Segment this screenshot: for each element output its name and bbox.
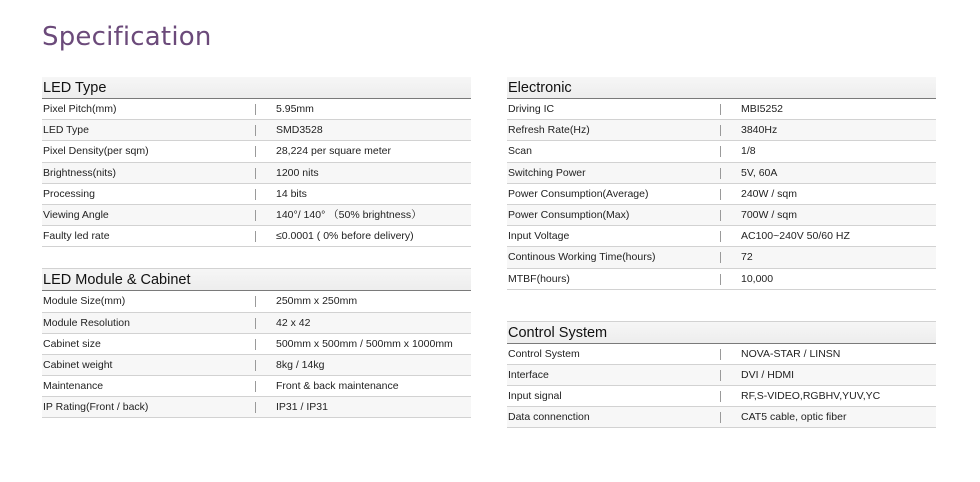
spec-row xyxy=(42,397,471,418)
spec-label: Pixel Density(per sqm) xyxy=(43,145,149,158)
spec-value: 42 x 42 xyxy=(276,316,311,329)
spec-row xyxy=(42,334,471,355)
spec-label: Switching Power xyxy=(508,166,586,179)
column-divider xyxy=(720,349,721,360)
spec-label: Refresh Rate(Hz) xyxy=(508,124,590,137)
column-divider xyxy=(720,252,721,263)
spec-section-led-type xyxy=(42,77,471,247)
spec-value: 500mm x 500mm / 500mm x 1000mm xyxy=(276,337,453,350)
spec-value: 10,000 xyxy=(741,272,774,285)
spec-row xyxy=(507,247,936,268)
column-divider xyxy=(720,168,721,179)
spec-row xyxy=(507,205,936,226)
spec-row xyxy=(42,184,471,205)
section-spacer xyxy=(42,247,471,269)
spec-label: Pixel Pitch(mm) xyxy=(43,103,117,115)
spec-label: Power Consumption(Max) xyxy=(508,208,630,221)
spec-value: 14 bits xyxy=(276,187,307,200)
column-divider xyxy=(255,146,256,157)
spec-row xyxy=(507,120,936,141)
column-divider xyxy=(255,104,256,115)
column-divider xyxy=(720,412,721,423)
column-divider xyxy=(720,125,721,136)
right-spec-column xyxy=(507,77,936,428)
column-divider xyxy=(255,360,256,371)
spec-rows xyxy=(42,291,471,418)
spec-section-led-module-cabinet xyxy=(42,269,471,418)
spec-label: Interface xyxy=(508,368,549,381)
spec-value: 72 xyxy=(741,251,753,264)
spec-label: Scan xyxy=(508,145,532,158)
column-divider xyxy=(720,391,721,402)
spec-label: Cabinet size xyxy=(43,337,101,350)
spec-value: 8kg / 14kg xyxy=(276,358,325,371)
spec-label: Maintenance xyxy=(43,380,104,393)
spec-value: MBI5252 xyxy=(741,103,784,115)
column-divider xyxy=(255,402,256,413)
spec-value: 700W / sqm xyxy=(741,208,798,221)
spec-value: 240W / sqm xyxy=(741,187,798,200)
spec-row xyxy=(42,163,471,184)
spec-label: Faulty led rate xyxy=(43,230,110,243)
spec-label: Data connenction xyxy=(508,411,590,424)
page-title: Specification xyxy=(42,22,212,52)
spec-label: Viewing Angle xyxy=(43,208,109,221)
spec-label: LED Type xyxy=(43,124,89,137)
column-divider xyxy=(255,339,256,350)
column-divider xyxy=(720,274,721,285)
spec-value: 28,224 per square meter xyxy=(276,145,391,158)
spec-label: Input signal xyxy=(508,390,562,403)
section-heading: LED Type xyxy=(42,77,471,99)
spec-row xyxy=(507,226,936,247)
spec-row xyxy=(507,99,936,120)
column-divider xyxy=(255,231,256,242)
section-heading: Control System xyxy=(507,322,936,344)
spec-label: Module Resolution xyxy=(43,316,130,329)
spec-value: 3840Hz xyxy=(741,124,778,137)
spec-section-electronic xyxy=(507,77,936,290)
spec-row xyxy=(507,184,936,205)
section-spacer xyxy=(507,290,936,322)
spec-value: 5V, 60A xyxy=(741,166,778,179)
column-divider xyxy=(720,370,721,381)
column-divider xyxy=(255,168,256,179)
spec-value: RF,S-VIDEO,RGBHV,YUV,YC xyxy=(741,390,881,403)
spec-value: SMD3528 xyxy=(276,124,323,137)
spec-row xyxy=(42,120,471,141)
spec-label: Cabinet weight xyxy=(43,358,113,371)
spec-row xyxy=(507,269,936,290)
spec-row xyxy=(507,407,936,428)
left-spec-column xyxy=(42,77,471,418)
section-heading: LED Module & Cabinet xyxy=(42,269,471,291)
spec-value: 5.95mm xyxy=(276,103,314,115)
column-divider xyxy=(255,189,256,200)
column-divider xyxy=(720,146,721,157)
spec-row xyxy=(507,163,936,184)
spec-label: Driving IC xyxy=(508,103,555,115)
spec-value: 1200 nits xyxy=(276,166,319,179)
spec-label: MTBF(hours) xyxy=(508,272,570,285)
column-divider xyxy=(720,189,721,200)
spec-value: CAT5 cable, optic fiber xyxy=(741,411,847,424)
spec-row xyxy=(507,141,936,162)
column-divider xyxy=(720,231,721,242)
spec-row xyxy=(42,141,471,162)
spec-row xyxy=(42,205,471,226)
spec-value: DVI / HDMI xyxy=(741,368,795,381)
section-heading: Electronic xyxy=(507,77,936,99)
spec-rows xyxy=(507,344,936,429)
spec-row xyxy=(42,376,471,397)
spec-rows xyxy=(507,99,936,290)
spec-section-control-system xyxy=(507,322,936,429)
spec-row xyxy=(42,291,471,312)
column-divider xyxy=(255,381,256,392)
column-divider xyxy=(720,210,721,221)
spec-value: Front & back maintenance xyxy=(276,380,399,393)
column-divider xyxy=(255,296,256,307)
spec-value: 250mm x 250mm xyxy=(276,295,358,308)
spec-value: 140°/ 140° （50% brightness） xyxy=(276,208,422,221)
spec-rows xyxy=(42,99,471,247)
spec-row xyxy=(507,386,936,407)
column-divider xyxy=(255,318,256,329)
spec-row xyxy=(507,344,936,365)
spec-row xyxy=(42,355,471,376)
spec-row xyxy=(507,365,936,386)
spec-label: Input Voltage xyxy=(508,230,570,243)
spec-value: IP31 / IP31 xyxy=(276,401,328,414)
spec-value: 1/8 xyxy=(741,145,756,158)
spec-label: Control System xyxy=(508,347,580,360)
spec-value: ≤0.0001 ( 0% before delivery) xyxy=(276,230,414,243)
spec-value: AC100~240V 50/60 HZ xyxy=(741,230,850,243)
column-divider xyxy=(255,210,256,221)
spec-row xyxy=(42,99,471,120)
spec-label: IP Rating(Front / back) xyxy=(43,401,149,414)
spec-label: Continous Working Time(hours) xyxy=(508,251,656,264)
column-divider xyxy=(255,125,256,136)
column-divider xyxy=(720,104,721,115)
spec-label: Power Consumption(Average) xyxy=(508,187,649,200)
spec-label: Processing xyxy=(43,187,95,200)
spec-row xyxy=(42,226,471,247)
spec-row xyxy=(42,313,471,334)
spec-value: NOVA-STAR / LINSN xyxy=(741,347,841,360)
spec-label: Brightness(nits) xyxy=(43,166,116,179)
spec-label: Module Size(mm) xyxy=(43,295,126,308)
